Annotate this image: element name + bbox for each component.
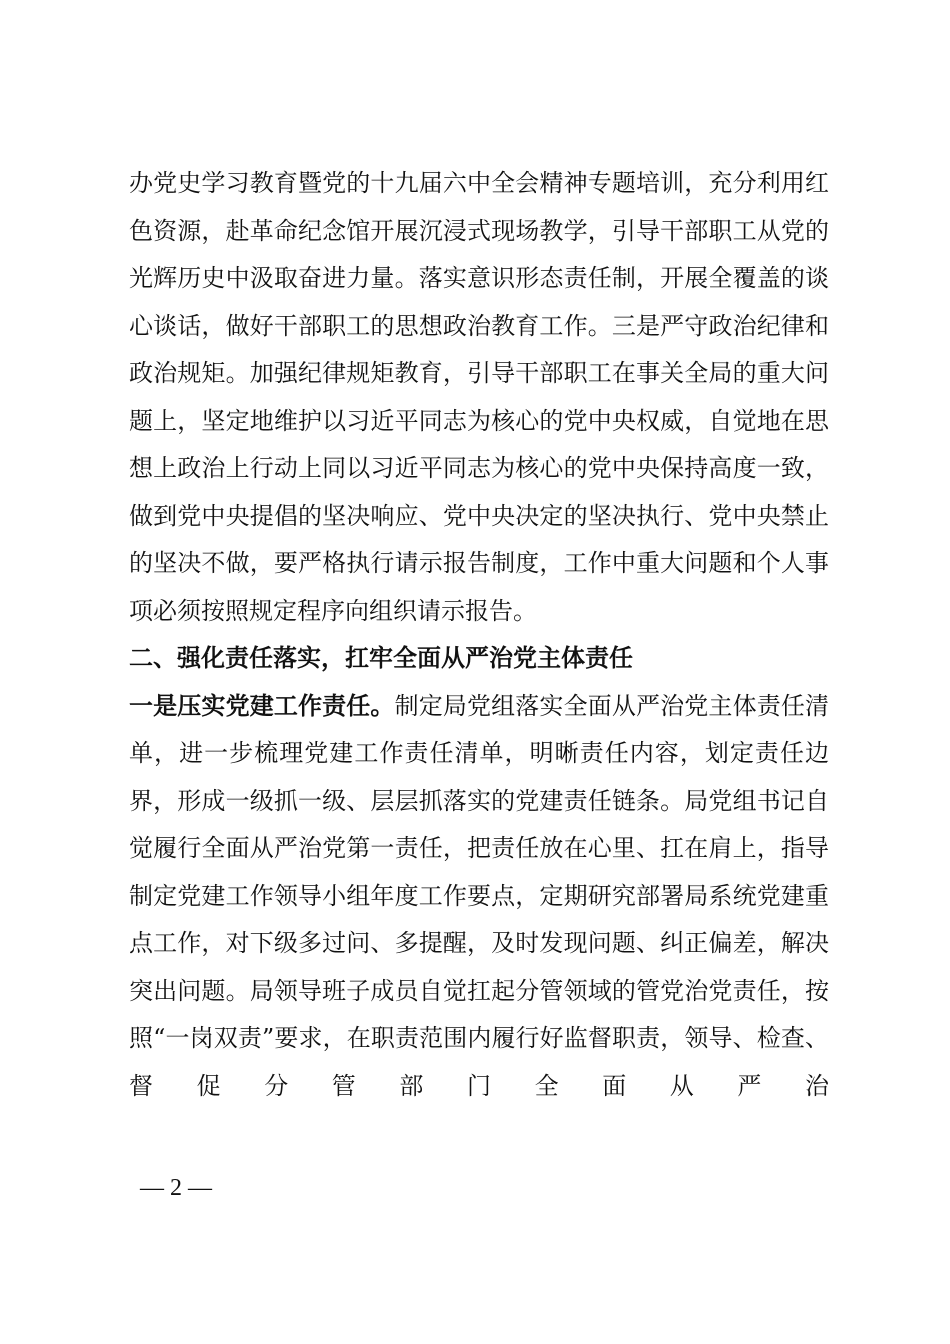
paragraph-body: 制定局党组落实全面从严治党主体责任清单，进一步梳理党建工作责任清单，明晰责任内容，划定责任边界，形成一级抓一级、层层抓落实的党建责任链条。局党组书记自觉履行全面从严治党第一责任，把责任放在心里、扛在肩上，指导制定党建工作领导小组年度工作要点，定期研究部署局系统党建重点工作，对下级多过问、多提醒，及时发现问题、纠正偏差，解决突出问题。局领导班子成员自觉扛起分管领域的管党治党责任，按照“一岗双责”要求，在职责范围内履行好监督职责，领导、检查、督促分管部门全面从严治	[129, 691, 830, 1100]
document-body	[129, 160, 829, 1110]
section-heading: 二、强化责任落实，扛牢全面从严治党主体责任	[129, 644, 633, 672]
paragraph-lead: 一是压实党建工作责任。	[129, 691, 395, 720]
responsibility-paragraph	[129, 683, 829, 1111]
page-number: — 2 —	[140, 1175, 212, 1201]
continued-paragraph: 办党史学习教育暨党的十九届六中全会精神专题培训，充分利用红色资源，赴革命纪念馆开展沉浸式现场教学，引导干部职工从党的光辉历史中汲取奋进力量。落实意识形态责任制，开展全覆盖的谈心谈话，做好干部职工的思想政治教育工作。三是严守政治纪律和政治规矩。加强纪律规矩教育，引导干部职工在事关全局的重大问题上，坚定地维护以习近平同志为核心的党中央权威，自觉地在思想上政治上行动上同以习近平同志为核心的党中央保持高度一致，做到党中央提倡的坚决响应、党中央决定的坚决执行、党中央禁止的坚决不做，要严格执行请示报告制度，工作中重大问题和个人事项必须按照规定程序向组织请示报告。	[129, 169, 829, 625]
